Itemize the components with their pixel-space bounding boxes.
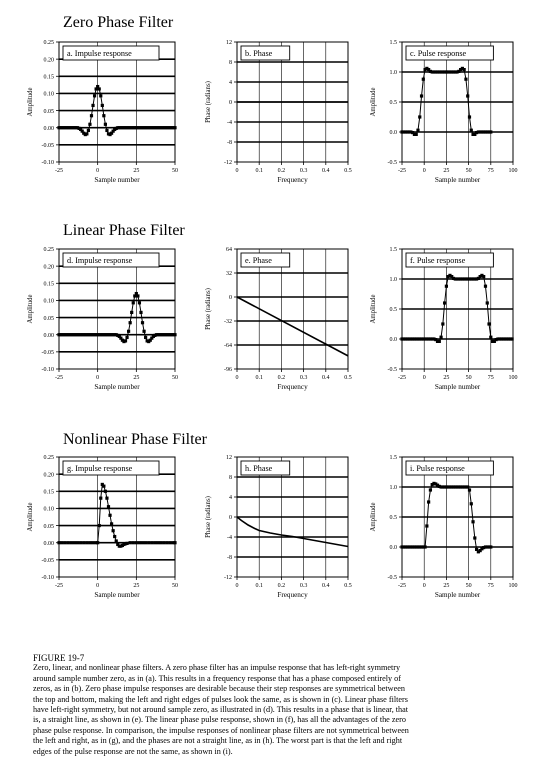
data-point [105,129,108,132]
caption-line: edges of the pulse response are not the same, as shown in (i). [33,746,233,756]
data-point [138,541,141,544]
data-point [82,541,85,544]
y-tick-label: -12 [224,160,232,167]
x-axis-label: Sample number [94,383,140,391]
y-tick-label: 0 [229,515,232,522]
chart-panel-c [365,38,530,190]
x-tick-label: 25 [133,375,140,381]
data-point [107,505,110,508]
data-point [129,321,132,324]
caption-line: zeros, as in (b). Zero phase impulse responses are desirable because their step responses are symmetrical between [33,684,405,694]
chart-panel-f [365,245,530,397]
panel-label: g. Impulse response [67,464,133,473]
panel-label: a. Impulse response [67,49,132,58]
x-tick-label: 0.3 [299,583,308,589]
data-point [470,502,473,505]
chart-panel-e [200,245,365,397]
x-tick-label: 0 [96,375,100,381]
data-point [88,541,91,544]
y-axis-label: Amplitude [27,87,34,117]
y-tick-label: 0.5 [389,307,397,314]
x-tick-label: -25 [55,168,63,174]
y-axis-label: Amplitude [370,502,377,532]
chart-panel-d [22,245,192,397]
data-point [138,301,141,304]
y-axis-label: Phase (radians) [205,288,212,330]
x-axis-label: Sample number [434,176,481,184]
panel-label: c. Pulse response [410,49,467,58]
chart-panel-i [365,453,530,605]
data-point [466,485,469,488]
x-tick-label: 75 [487,375,494,381]
y-tick-label: -0.5 [387,575,397,582]
data-point [73,541,76,544]
x-tick-label: 0.5 [344,168,352,174]
x-tick-label: 50 [465,168,472,174]
y-tick-label: 0.10 [43,298,54,305]
data-point [156,541,159,544]
x-tick-label: 0 [96,583,100,589]
data-point [487,322,490,325]
y-tick-label: 0.15 [43,281,54,288]
y-axis-label: Amplitude [27,502,34,532]
data-point [135,541,138,544]
data-point [129,541,132,544]
x-tick-label: 100 [508,168,518,174]
data-point [470,129,473,132]
y-tick-label: 0.0 [389,130,397,137]
x-tick-label: 0 [96,168,100,174]
data-point [125,336,128,339]
data-point [105,497,108,500]
y-tick-label: 0.20 [43,472,54,479]
x-tick-label: 75 [487,168,494,174]
data-point [98,524,101,527]
data-point [70,541,73,544]
x-axis-label: Frequency [277,591,308,599]
y-tick-label: -0.5 [387,160,397,167]
y-tick-label: 0.15 [43,74,54,81]
data-point [173,333,176,336]
y-tick-label: 0.00 [43,332,54,339]
data-point [85,541,88,544]
data-point [463,68,466,71]
y-tick-label: 0.25 [43,40,54,47]
x-tick-label: 0.4 [322,168,330,174]
data-point [482,275,485,278]
x-tick-label: 0.3 [299,375,308,381]
y-tick-label: 1.5 [389,455,397,462]
y-axis-label: Phase (radians) [205,496,212,538]
x-tick-label: -25 [398,375,406,381]
data-point [113,535,116,538]
data-point [115,539,118,542]
panel-label: b. Phase [245,49,273,58]
y-tick-label: 12 [226,40,232,47]
x-tick-label: 0.2 [277,168,286,174]
caption-line: the left and right, as in (g), and the phases are not a straight line, as in (h). The worst part is that the left and right [33,736,403,746]
y-tick-label: 0.20 [43,57,54,64]
data-point [136,294,139,297]
y-axis-label: Amplitude [370,87,377,117]
data-point [489,130,492,133]
data-point [91,104,94,107]
data-point [173,126,176,129]
data-point [420,94,423,97]
data-point [511,337,514,340]
y-tick-label: 0.00 [43,540,54,547]
y-tick-label: 0.10 [43,91,54,98]
panel-label: e. Phase [245,256,272,265]
x-tick-label: 0 [422,168,426,174]
x-tick-label: 0 [235,168,239,174]
x-tick-label: -25 [55,583,63,589]
data-point [425,524,428,527]
row-title-linear-phase: Linear Phase Filter [63,222,185,239]
data-point [163,541,166,544]
x-axis-label: Sample number [94,591,140,599]
x-tick-label: 0.1 [255,583,263,589]
y-tick-label: 1.0 [389,485,397,492]
y-tick-label: 32 [226,271,232,278]
data-point [142,330,145,333]
y-tick-label: 0.10 [43,506,54,513]
data-point [93,94,96,97]
data-point [427,500,430,503]
data-point [141,321,144,324]
data-point [130,311,133,314]
y-tick-label: -64 [224,343,232,350]
data-point [468,488,471,491]
data-point [144,336,147,339]
y-tick-label: 1.0 [389,277,397,284]
x-tick-label: 0.4 [322,375,330,381]
y-tick-label: -0.10 [41,575,54,582]
data-point [125,542,128,545]
data-point [127,330,130,333]
panel-label: d. Impulse response [67,256,133,265]
data-point [67,541,70,544]
y-tick-label: 0.5 [389,515,397,522]
x-tick-label: 0 [235,375,239,381]
x-tick-label: 25 [443,583,450,589]
data-point [166,541,169,544]
data-point [484,285,487,288]
data-point [169,541,172,544]
x-tick-label: 0.5 [344,375,352,381]
data-point [85,132,88,135]
y-tick-label: -96 [224,367,232,374]
data-point [464,78,467,81]
data-point [104,490,107,493]
figure-label: FIGURE 19-7 [33,653,85,663]
y-tick-label: 0.0 [389,337,397,344]
data-point [87,129,90,132]
data-point [416,129,419,132]
x-tick-label: -25 [398,168,406,174]
x-tick-label: 50 [172,375,178,381]
x-tick-label: 50 [172,583,178,589]
caption-line: is, a straight line, as shown in (e). The linear phase pulse response, shown in (f), has all the advantages of the zero [33,715,406,725]
data-point [443,301,446,304]
caption-line: have left-right symmetry, but not around sample zero, as illustrated in (d). This results in a phase that is linear, that [33,705,409,715]
x-tick-label: 50 [465,583,472,589]
data-point [415,133,418,136]
data-point [159,541,162,544]
data-point [90,114,93,117]
y-tick-label: 8 [229,475,232,482]
y-tick-label: 0.20 [43,264,54,271]
chart-panel-b [200,38,365,190]
y-tick-label: 0.0 [389,545,397,552]
x-tick-label: 0 [235,583,239,589]
data-point [64,541,67,544]
y-tick-label: 0.15 [43,489,54,496]
y-tick-label: 0.25 [43,247,54,254]
data-point [471,520,474,523]
data-point [102,114,105,117]
data-point [88,123,91,126]
y-tick-label: 4 [229,80,232,87]
data-point [132,541,135,544]
y-tick-label: 0.05 [43,315,54,322]
data-point [99,94,102,97]
data-point [112,529,115,532]
data-point [429,488,432,491]
x-tick-label: 0.1 [255,168,263,174]
x-tick-label: 50 [465,375,472,381]
y-tick-label: -0.05 [41,143,54,150]
x-tick-label: 50 [172,168,178,174]
x-tick-label: 0.2 [277,375,286,381]
data-point [144,541,147,544]
x-tick-label: 0.1 [255,375,263,381]
data-point [150,541,153,544]
x-tick-label: 25 [133,583,140,589]
y-tick-label: -0.05 [41,558,54,565]
x-tick-label: 0 [422,375,426,381]
y-tick-label: -0.05 [41,350,54,357]
x-tick-label: 75 [487,583,494,589]
data-point [441,322,444,325]
series-line [59,484,175,546]
y-tick-label: -4 [227,535,232,542]
y-axis-label: Amplitude [370,294,377,324]
caption-line: phase pulse response. In comparison, the impulse responses of nonlinear phase filters are not symmetrical between [33,725,409,735]
y-tick-label: -0.10 [41,367,54,374]
x-tick-label: 0.2 [277,583,286,589]
y-tick-label: -4 [227,120,232,127]
y-axis-label: Phase (radians) [205,81,212,123]
y-tick-label: 1.0 [389,70,397,77]
y-tick-label: -8 [227,555,232,562]
chart-panel-h [200,453,365,605]
series-line [237,517,348,547]
caption-line: Zero, linear, and nonlinear phase filters. A zero phase filter has an impulse response that has left-right symmetry [33,663,401,673]
figure-caption [33,653,533,757]
data-point [108,514,111,517]
chart-panel-a [22,38,192,190]
panel-label: i. Pulse response [410,464,465,473]
data-point [438,340,441,343]
chart-panel-g [22,453,192,605]
panel-label: h. Phase [245,464,273,473]
x-axis-label: Sample number [94,176,140,184]
y-tick-label: 1.5 [389,247,397,254]
data-point [489,545,492,548]
x-axis-label: Frequency [277,383,308,391]
data-point [57,541,60,544]
data-point [99,497,102,500]
data-point [423,545,426,548]
row-title-zero-phase: Zero Phase Filter [63,14,174,31]
data-point [79,541,82,544]
data-point [153,541,156,544]
x-tick-label: -25 [398,583,406,589]
x-tick-label: 0.5 [344,583,352,589]
y-tick-label: 0.5 [389,100,397,107]
y-tick-label: 12 [226,455,232,462]
y-tick-label: 0.25 [43,455,54,462]
row-title-nonlinear-phase: Nonlinear Phase Filter [63,431,207,448]
y-tick-label: 0.05 [43,108,54,115]
x-tick-label: -25 [55,375,63,381]
y-tick-label: 4 [229,495,232,502]
y-tick-label: -0.10 [41,160,54,167]
data-point [445,285,448,288]
panel-label: f. Pulse response [410,256,466,265]
data-point [468,115,471,118]
data-point [110,522,113,525]
y-tick-label: 0 [229,295,232,302]
data-point [489,336,492,339]
y-tick-label: 0 [229,100,232,107]
data-point [132,301,135,304]
data-point [422,78,425,81]
x-tick-label: 25 [443,168,450,174]
y-tick-label: -0.5 [387,367,397,374]
data-point [91,541,94,544]
x-axis-label: Frequency [277,176,308,184]
x-tick-label: 25 [443,375,450,381]
data-point [104,123,107,126]
y-tick-label: -12 [224,575,232,582]
y-tick-label: 0.05 [43,523,54,530]
y-axis-label: Amplitude [27,294,34,324]
data-point [96,541,99,544]
caption-line: around sample number zero, as in (a). This results in a frequency response that has a phase composed entirely of [33,673,401,683]
data-point [76,541,79,544]
y-tick-label: -8 [227,140,232,147]
y-tick-label: 8 [229,60,232,67]
caption-line: the top and bottom, making the left and right edges of pulses look the same, as is shown in (c). Linear phase filters [33,694,408,704]
data-point [141,541,144,544]
data-point [439,336,442,339]
data-point [147,541,150,544]
x-axis-label: Sample number [434,383,481,391]
y-tick-label: -32 [224,319,232,326]
data-point [466,94,469,97]
x-tick-label: 100 [508,583,518,589]
data-point [98,87,101,90]
data-point [101,104,104,107]
data-point [139,311,142,314]
series-line [237,297,348,356]
data-point [418,115,421,118]
x-tick-label: 0.4 [322,583,330,589]
data-point [473,536,476,539]
x-tick-label: 25 [133,168,140,174]
x-tick-label: 100 [508,375,518,381]
y-tick-label: 1.5 [389,40,397,47]
data-point [486,301,489,304]
x-tick-label: 0.3 [299,168,308,174]
y-tick-label: 64 [226,247,232,254]
y-tick-label: 0.00 [43,125,54,132]
data-point [60,541,63,544]
x-axis-label: Sample number [434,591,481,599]
data-point [102,485,105,488]
data-point [173,541,176,544]
x-tick-label: 0 [422,583,426,589]
data-point [124,339,127,342]
